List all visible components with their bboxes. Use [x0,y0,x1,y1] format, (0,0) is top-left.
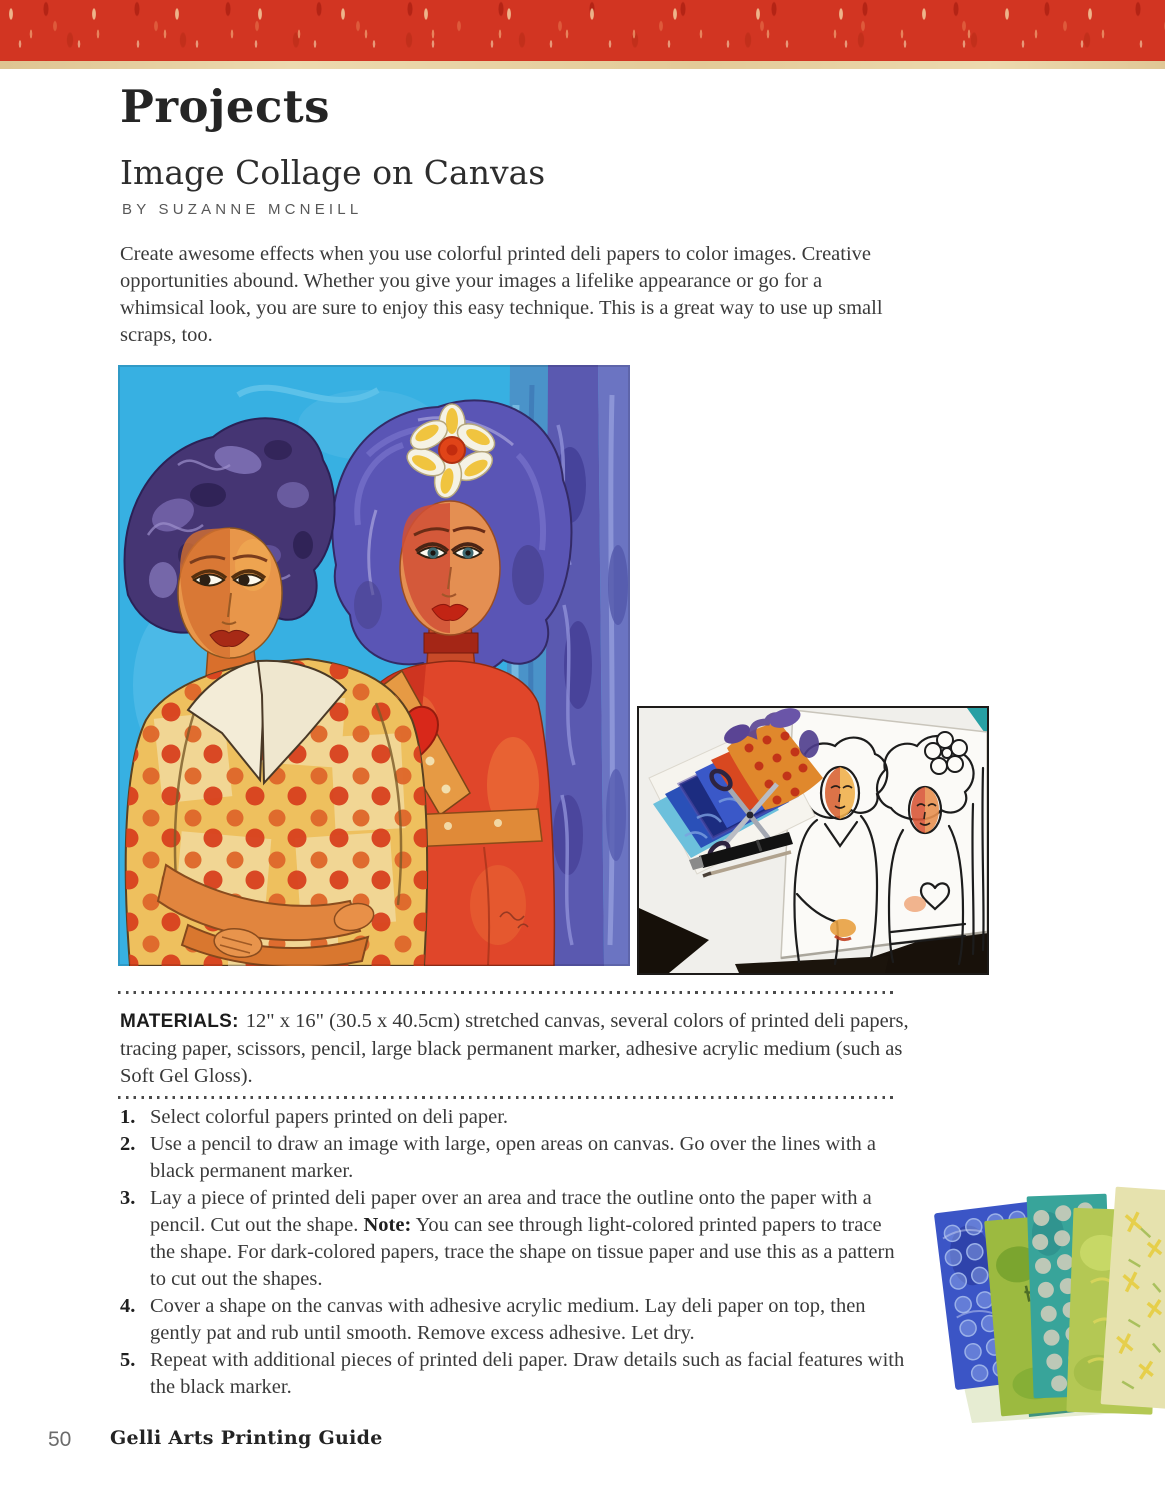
step-number: 5. [120,1349,136,1371]
step-number: 4. [120,1295,136,1317]
step-item-3 [120,1185,908,1293]
dotted-divider-bottom [118,1096,895,1099]
step-text: Use a pencil to draw an image with large, open areas on canvas. Go over the lines with a black permanent marker. [150,1133,876,1182]
step-item-4 [120,1293,908,1347]
dotted-divider-top [118,991,895,994]
page-title: Projects [120,80,330,133]
process-photo [637,706,989,975]
materials-label: MATERIALS: [120,1011,239,1032]
decorative-header-band [0,0,1165,61]
step-text: Repeat with additional pieces of printed deli paper. Draw details such as facial features with the black marker. [150,1349,905,1398]
step-number: 1. [120,1106,136,1128]
step-text-before-note: Lay a piece of printed deli paper over an area and trace the outline onto the paper with a pencil. Cut out the shape. [150,1187,872,1236]
step-text: Cover a shape on the canvas with adhesive acrylic medium. Lay deli paper on top, then gently pat and rub until smooth. Remove excess adhesive. Let dry. [150,1295,866,1344]
materials-paragraph [120,1008,910,1091]
step-number: 3. [120,1187,136,1209]
intro-paragraph: Create awesome effects when you use colorful printed deli papers to color images. Creative opportunities abound. Whether you give your images a lifelike appearance or go for a whimsical look, you are sure to enjoy this easy technique. This is a great way to use up small scraps, too. [120,243,883,346]
papers-photo-canvas [930,1173,1165,1425]
project-title: Image Collage on Canvas [120,153,546,192]
step-item-2 [120,1131,908,1185]
step-text: Select colorful papers printed on deli paper. [150,1106,509,1128]
step-item-1 [120,1104,908,1131]
main-artwork-image [118,365,630,966]
step-text [150,1185,908,1293]
byline: BY SUZANNE MCNEILL [122,201,363,218]
note-label: Note: [363,1214,412,1236]
step-item-5 [120,1347,908,1401]
header-band-trim [0,61,1165,69]
instruction-steps [120,1104,908,1401]
papers-photo [930,1173,1165,1425]
materials-text: 12" x 16" (30.5 x 40.5cm) stretched canvas, several colors of printed deli papers, tracing paper, scissors, pencil, large black permanent marker, adhesive acrylic medium (such as Soft Gel Gloss). [120,1010,909,1087]
step-text-after-note: You can see through light-colored printed papers to trace the shape. For dark-colored papers, trace the shape on tissue paper and use this as a pattern to cut out the shapes. [150,1214,895,1290]
step-number: 2. [120,1133,136,1155]
artwork-canvas [118,365,630,966]
process-photo-canvas [639,708,987,973]
book-title: Gelli Arts Printing Guide [110,1427,383,1449]
page-number: 50 [48,1428,72,1451]
